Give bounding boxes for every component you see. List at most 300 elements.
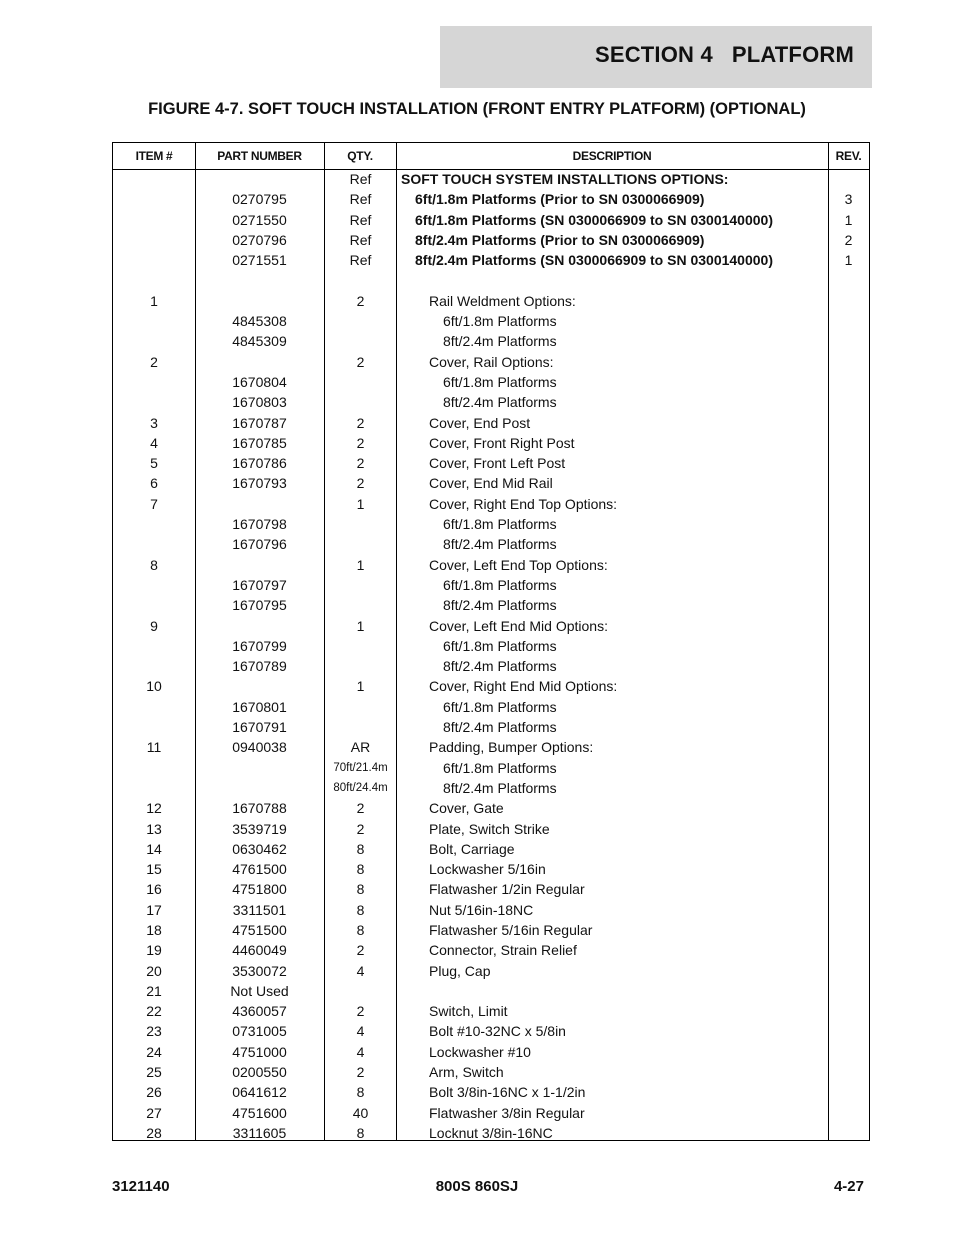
revision-cell: [828, 1001, 869, 1021]
description-cell: Cover, Right End Top Options:: [429, 495, 618, 512]
part-number-cell: [195, 555, 324, 575]
description-cell: Flatwasher 5/16in Regular: [429, 921, 593, 938]
revision-cell: [828, 291, 869, 311]
table-row: [113, 1082, 869, 1102]
section-title: SECTION 4 PLATFORM: [594, 42, 854, 67]
item-number-cell: 1: [150, 292, 158, 309]
part-number-cell: 1670793: [232, 475, 287, 492]
quantity-cell: 2: [356, 475, 365, 492]
footer-manual-number: 3121140: [112, 1178, 170, 1195]
table-row: [113, 737, 869, 757]
revision-cell: [828, 331, 869, 351]
table-row: [113, 981, 869, 1001]
description-cell: 8ft/2.4m Platforms: [443, 394, 557, 411]
revision-cell: [828, 1123, 869, 1143]
table-row: [113, 1123, 869, 1143]
item-number-cell: 3: [150, 414, 158, 431]
column-header-description: DESCRIPTION: [572, 149, 652, 163]
column-header-rev: REV.: [835, 149, 862, 163]
description-cell: 6ft/1.8m Platforms: [443, 373, 557, 390]
revision-cell: [828, 453, 869, 473]
table-row: [113, 819, 869, 839]
revision-cell: [828, 494, 869, 514]
quantity-cell: 4: [356, 1043, 365, 1060]
item-number-cell: [113, 595, 195, 615]
item-number-cell: 26: [146, 1084, 162, 1101]
quantity-cell: 2: [356, 292, 365, 309]
quantity-cell: [324, 595, 397, 615]
revision-cell: 2: [844, 231, 853, 248]
revision-cell: [828, 981, 869, 1001]
quantity-cell: Ref: [349, 231, 372, 248]
part-number-cell: 0200550: [232, 1064, 287, 1081]
part-number-cell: [195, 291, 324, 311]
item-number-cell: 21: [146, 982, 162, 999]
revision-cell: [828, 676, 869, 696]
table-row: [113, 595, 869, 615]
part-number-cell: [195, 494, 324, 514]
revision-cell: [828, 595, 869, 615]
part-number-cell: [195, 778, 324, 798]
revision-cell: 1: [844, 252, 853, 269]
quantity-cell: AR: [350, 739, 371, 756]
quantity-cell: Ref: [349, 211, 372, 228]
description-cell: 8ft/2.4m Platforms (Prior to SN 0300066909): [415, 231, 705, 248]
part-number-cell: [195, 169, 324, 189]
description-cell: Rail Weldment Options:: [429, 292, 576, 309]
revision-cell: [828, 900, 869, 920]
part-number-cell: 4845308: [232, 313, 287, 330]
table-row: [113, 616, 869, 636]
quantity-cell: [324, 656, 397, 676]
description-cell: 6ft/1.8m Platforms: [443, 576, 557, 593]
revision-cell: [828, 413, 869, 433]
description-cell: 8ft/2.4m Platforms: [443, 597, 557, 614]
revision-cell: [828, 433, 869, 453]
table-row: [113, 839, 869, 859]
part-number-cell: 4751600: [232, 1104, 287, 1121]
revision-cell: [828, 697, 869, 717]
revision-cell: [828, 616, 869, 636]
part-number-cell: 1670803: [232, 394, 287, 411]
quantity-cell: 2: [356, 414, 365, 431]
description-cell: Cover, Left End Top Options:: [429, 556, 608, 573]
revision-cell: [828, 169, 869, 189]
description-cell: 6ft/1.8m Platforms (Prior to SN 0300066909): [415, 191, 705, 208]
description-cell: Flatwasher 3/8in Regular: [429, 1104, 585, 1121]
part-number-cell: 1670799: [232, 637, 287, 654]
revision-cell: [828, 819, 869, 839]
quantity-cell: 8: [356, 840, 365, 857]
part-number-cell: 0271551: [232, 252, 287, 269]
quantity-cell: 2: [356, 800, 365, 817]
table-row: [113, 473, 869, 493]
part-number-cell: 0940038: [232, 739, 287, 756]
description-cell: Cover, Left End Mid Options:: [429, 617, 608, 634]
table-row: [113, 900, 869, 920]
item-number-cell: 2: [150, 353, 158, 370]
revision-cell: [828, 473, 869, 493]
item-number-cell: 27: [146, 1104, 162, 1121]
description-cell: [397, 981, 827, 1001]
description-cell: Cover, Rail Options:: [429, 353, 554, 370]
quantity-cell: 2: [356, 820, 365, 837]
revision-cell: [828, 270, 869, 290]
part-number-cell: 4845309: [232, 333, 287, 350]
revision-cell: [828, 798, 869, 818]
table-row: [113, 798, 869, 818]
table-row: [113, 961, 869, 981]
item-number-cell: [113, 270, 195, 290]
column-header-item: ITEM #: [135, 149, 173, 163]
description-cell: 6ft/1.8m Platforms: [443, 313, 557, 330]
description-cell: [397, 270, 827, 290]
revision-cell: 1: [844, 211, 853, 228]
description-cell: Flatwasher 1/2in Regular: [429, 881, 585, 898]
quantity-cell: Ref: [349, 191, 372, 208]
revision-cell: [828, 737, 869, 757]
table-row: [113, 656, 869, 676]
item-number-cell: 19: [146, 942, 162, 959]
column-header-part-number: PART NUMBER: [217, 149, 302, 163]
item-number-cell: 15: [146, 861, 162, 878]
part-number-cell: 1670786: [232, 455, 287, 472]
item-number-cell: [113, 169, 195, 189]
description-cell: Cover, End Mid Rail: [429, 475, 553, 492]
part-number-cell: 4751800: [232, 881, 287, 898]
description-cell: 8ft/2.4m Platforms (SN 0300066909 to SN 0300140000): [415, 252, 773, 269]
table-row: [113, 859, 869, 879]
quantity-cell: Ref: [349, 252, 372, 269]
quantity-cell: 1: [356, 556, 365, 573]
item-number-cell: 7: [150, 495, 158, 512]
revision-cell: [828, 555, 869, 575]
item-number-cell: [113, 250, 195, 270]
part-number-cell: Not Used: [230, 982, 289, 999]
description-cell: Cover, Gate: [429, 800, 504, 817]
description-cell: Bolt #10-32NC x 5/8in: [429, 1023, 566, 1040]
table-row: [113, 169, 869, 189]
quantity-cell: [324, 514, 397, 534]
table-row: [113, 555, 869, 575]
item-number-cell: 4: [150, 434, 158, 451]
item-number-cell: 16: [146, 881, 162, 898]
revision-cell: [828, 372, 869, 392]
table-row: [113, 331, 869, 351]
revision-cell: [828, 1021, 869, 1041]
table-row: [113, 413, 869, 433]
description-cell: Bolt 3/8in-16NC x 1-1/2in: [429, 1084, 586, 1101]
description-cell: 8ft/2.4m Platforms: [443, 658, 557, 675]
part-number-cell: [195, 352, 324, 372]
part-number-cell: [195, 616, 324, 636]
quantity-cell: [324, 697, 397, 717]
quantity-cell: 8: [356, 921, 365, 938]
quantity-cell: 40: [352, 1104, 369, 1121]
section-header-box: [440, 26, 872, 88]
quantity-cell: [324, 636, 397, 656]
description-cell: Bolt, Carriage: [429, 840, 515, 857]
part-number-cell: 4751000: [232, 1043, 287, 1060]
revision-cell: [828, 717, 869, 737]
part-number-cell: 1670797: [232, 576, 287, 593]
quantity-cell: [324, 270, 397, 290]
part-number-cell: 3311605: [232, 1124, 287, 1141]
part-number-cell: 0271550: [232, 211, 287, 228]
part-number-cell: 4761500: [232, 861, 287, 878]
item-number-cell: 13: [146, 820, 162, 837]
description-cell: 8ft/2.4m Platforms: [443, 779, 557, 796]
table-row: [113, 189, 869, 209]
table-row: [113, 352, 869, 372]
part-number-cell: 1670796: [232, 536, 287, 553]
quantity-cell: 2: [356, 353, 365, 370]
part-number-cell: [195, 758, 324, 778]
description-cell: Arm, Switch: [429, 1064, 504, 1081]
part-number-cell: 4751500: [232, 921, 287, 938]
description-cell: Cover, Front Left Post: [429, 455, 566, 472]
description-cell: Locknut 3/8in-16NC: [429, 1124, 553, 1141]
revision-cell: [828, 534, 869, 554]
description-cell: Cover, Front Right Post: [429, 434, 575, 451]
item-number-cell: [113, 636, 195, 656]
quantity-cell: 70ft/21.4m: [333, 761, 388, 774]
item-number-cell: 9: [150, 617, 158, 634]
description-cell: Padding, Bumper Options:: [429, 739, 594, 756]
description-cell: Cover, Right End Mid Options:: [429, 678, 618, 695]
parts-table: [112, 142, 870, 1141]
quantity-cell: 4: [356, 1023, 365, 1040]
description-cell: Connector, Strain Relief: [429, 942, 577, 959]
item-number-cell: [113, 372, 195, 392]
quantity-cell: Ref: [349, 171, 372, 187]
table-row: [113, 433, 869, 453]
table-row: [113, 514, 869, 534]
item-number-cell: [113, 534, 195, 554]
footer-page-number: 4-27: [833, 1178, 864, 1195]
revision-cell: [828, 839, 869, 859]
quantity-cell: 4: [356, 962, 365, 979]
item-number-cell: [113, 697, 195, 717]
item-number-cell: 22: [146, 1003, 162, 1020]
quantity-cell: [324, 311, 397, 331]
table-row: [113, 1021, 869, 1041]
quantity-cell: [324, 372, 397, 392]
part-number-cell: 1670791: [232, 719, 287, 736]
table-body: [113, 169, 869, 1143]
item-number-cell: 10: [146, 678, 162, 695]
part-number-cell: 0630462: [232, 840, 287, 857]
revision-cell: [828, 656, 869, 676]
item-number-cell: [113, 189, 195, 209]
description-cell: 8ft/2.4m Platforms: [443, 333, 557, 350]
quantity-cell: 80ft/24.4m: [333, 781, 388, 794]
item-number-cell: [113, 331, 195, 351]
quantity-cell: 2: [356, 1064, 365, 1081]
quantity-cell: 2: [356, 942, 365, 959]
quantity-cell: [324, 392, 397, 412]
part-number-cell: 1670798: [232, 516, 287, 533]
description-cell: 6ft/1.8m Platforms: [443, 637, 557, 654]
item-number-cell: [113, 758, 195, 778]
column-header-qty: QTY.: [347, 149, 373, 163]
description-cell: Switch, Limit: [429, 1003, 508, 1020]
revision-cell: [828, 1042, 869, 1062]
table-row: [113, 758, 869, 778]
table-row: [113, 250, 869, 270]
description-cell: 6ft/1.8m Platforms: [443, 516, 557, 533]
table-row: [113, 291, 869, 311]
item-number-cell: [113, 514, 195, 534]
item-number-cell: [113, 230, 195, 250]
quantity-cell: [324, 981, 397, 1001]
part-number-cell: 0731005: [232, 1023, 287, 1040]
description-cell: 8ft/2.4m Platforms: [443, 719, 557, 736]
table-row: [113, 210, 869, 230]
revision-cell: [828, 879, 869, 899]
quantity-cell: 1: [356, 495, 365, 512]
table-row: [113, 778, 869, 798]
part-number-cell: 1670788: [232, 800, 287, 817]
revision-cell: [828, 1062, 869, 1082]
revision-cell: [828, 392, 869, 412]
quantity-cell: 8: [356, 881, 365, 898]
table-row: [113, 270, 869, 290]
part-number-cell: 1670789: [232, 658, 287, 675]
item-number-cell: 20: [146, 962, 162, 979]
description-cell: 8ft/2.4m Platforms: [443, 536, 557, 553]
item-number-cell: [113, 210, 195, 230]
part-number-cell: 1670787: [232, 414, 287, 431]
table-row: [113, 494, 869, 514]
item-number-cell: [113, 575, 195, 595]
table-row: [113, 311, 869, 331]
revision-cell: [828, 859, 869, 879]
item-number-cell: 17: [146, 901, 162, 918]
item-number-cell: [113, 311, 195, 331]
quantity-cell: 8: [356, 901, 365, 918]
description-cell: Lockwasher #10: [429, 1043, 531, 1060]
part-number-cell: 1670804: [232, 373, 287, 390]
revision-cell: [828, 1082, 869, 1102]
quantity-cell: 1: [356, 678, 365, 695]
table-row: [113, 372, 869, 392]
revision-cell: [828, 758, 869, 778]
figure-title: FIGURE 4-7. SOFT TOUCH INSTALLATION (FRONT ENTRY PLATFORM) (OPTIONAL): [148, 100, 806, 118]
quantity-cell: 8: [356, 1124, 365, 1141]
quantity-cell: 8: [356, 1084, 365, 1101]
revision-cell: [828, 920, 869, 940]
quantity-cell: [324, 717, 397, 737]
part-number-cell: 0270796: [232, 231, 287, 248]
item-number-cell: 8: [150, 556, 158, 573]
item-number-cell: 12: [146, 800, 162, 817]
part-number-cell: 1670795: [232, 597, 287, 614]
revision-cell: [828, 514, 869, 534]
table-row: [113, 534, 869, 554]
part-number-cell: 3530072: [232, 962, 287, 979]
revision-cell: [828, 940, 869, 960]
description-cell: SOFT TOUCH SYSTEM INSTALLTIONS OPTIONS:: [401, 171, 729, 187]
part-number-cell: 4460049: [232, 942, 287, 959]
part-number-cell: 4360057: [232, 1003, 287, 1020]
revision-cell: [828, 636, 869, 656]
table-row: [113, 717, 869, 737]
part-number-cell: 3539719: [232, 820, 287, 837]
footer-model: 800S 860SJ: [435, 1178, 519, 1195]
part-number-cell: 0270795: [232, 191, 287, 208]
description-cell: Plate, Switch Strike: [429, 820, 550, 837]
table-row: [113, 1062, 869, 1082]
description-cell: 6ft/1.8m Platforms (SN 0300066909 to SN 0300140000): [415, 211, 773, 228]
item-number-cell: [113, 392, 195, 412]
part-number-cell: 0641612: [232, 1084, 287, 1101]
item-number-cell: 24: [146, 1043, 162, 1060]
quantity-cell: 2: [356, 455, 365, 472]
item-number-cell: 18: [146, 921, 162, 938]
revision-cell: [828, 778, 869, 798]
quantity-cell: 2: [356, 434, 365, 451]
item-number-cell: [113, 778, 195, 798]
table-row: [113, 697, 869, 717]
description-cell: Plug, Cap: [429, 962, 491, 979]
item-number-cell: 14: [146, 840, 162, 857]
table-row: [113, 230, 869, 250]
revision-cell: [828, 352, 869, 372]
item-number-cell: 23: [146, 1023, 162, 1040]
part-number-cell: [195, 676, 324, 696]
quantity-cell: [324, 575, 397, 595]
table-row: [113, 1001, 869, 1021]
part-number-cell: 3311501: [232, 901, 287, 918]
item-number-cell: 6: [150, 475, 158, 492]
item-number-cell: [113, 717, 195, 737]
table-row: [113, 392, 869, 412]
quantity-cell: [324, 534, 397, 554]
quantity-cell: [324, 331, 397, 351]
description-cell: 6ft/1.8m Platforms: [443, 698, 557, 715]
quantity-cell: 2: [356, 1003, 365, 1020]
description-cell: 6ft/1.8m Platforms: [443, 759, 557, 776]
table-row: [113, 940, 869, 960]
item-number-cell: 25: [146, 1064, 162, 1081]
revision-cell: 3: [844, 191, 853, 208]
description-cell: Nut 5/16in-18NC: [429, 901, 534, 918]
item-number-cell: 11: [146, 739, 162, 756]
quantity-cell: 8: [356, 861, 365, 878]
description-cell: Lockwasher 5/16in: [429, 861, 546, 878]
revision-cell: [828, 575, 869, 595]
description-cell: Cover, End Post: [429, 414, 531, 431]
table-row: [113, 453, 869, 473]
part-number-cell: 1670801: [232, 698, 287, 715]
quantity-cell: 1: [356, 617, 365, 634]
table-row: [113, 920, 869, 940]
table-row: [113, 636, 869, 656]
revision-cell: [828, 1103, 869, 1123]
item-number-cell: 28: [146, 1124, 162, 1141]
item-number-cell: [113, 656, 195, 676]
item-number-cell: 5: [150, 455, 158, 472]
table-row: [113, 1103, 869, 1123]
revision-cell: [828, 961, 869, 981]
part-number-cell: [195, 270, 324, 290]
revision-cell: [828, 311, 869, 331]
table-row: [113, 1042, 869, 1062]
table-row: [113, 676, 869, 696]
part-number-cell: 1670785: [232, 434, 287, 451]
table-row: [113, 575, 869, 595]
